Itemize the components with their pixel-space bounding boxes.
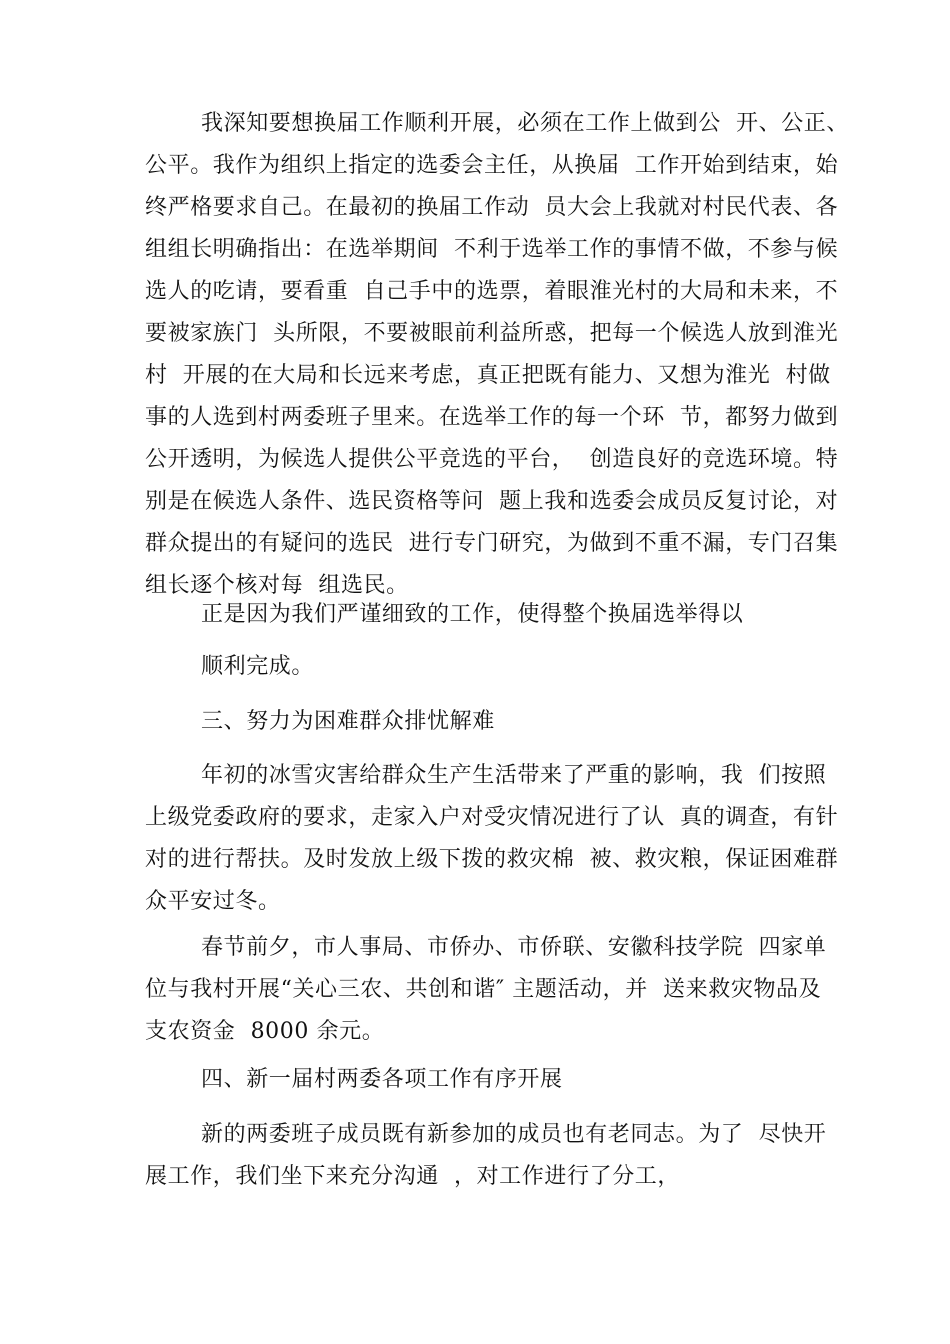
text-line: 春节前夕，市人事局、市侨办、市侨联、安徽科技学院 四家单 bbox=[201, 935, 827, 960]
paragraph-disaster-relief bbox=[145, 755, 838, 923]
text-line: 支农资金 8000 余元。 bbox=[145, 1019, 385, 1044]
heading-text: 四、新一届村两委各项工作有序开展 bbox=[201, 1067, 563, 1092]
text-line: 年初的冰雪灾害给群众生产生活带来了严重的影响，我 们按照 bbox=[201, 763, 827, 788]
text-line: 公开透明，为候选人提供公平竞选的平台， 创造良好的竞选环境。特 bbox=[145, 447, 839, 472]
paragraph-new-committee bbox=[145, 1114, 826, 1198]
text-line: 众平安过冬。 bbox=[145, 889, 281, 914]
text-line: 公平。我作为组织上指定的选委会主任，从换届 工作开始到结束，始 bbox=[145, 153, 839, 178]
text-line: 我深知要想换届工作顺利开展，必须在工作上做到公 开、公正、 bbox=[201, 111, 849, 136]
paragraph-spring-festival bbox=[145, 927, 826, 1053]
text-line: 村 开展的在大局和长远来考虑，真正把既有能力、又想为淮光 村做 bbox=[145, 363, 831, 388]
text-line: 顺利完成。 bbox=[201, 654, 315, 679]
section-heading-four bbox=[145, 1059, 563, 1101]
heading-text: 三、努力为困难群众排忧解难 bbox=[201, 709, 495, 734]
text-line: 展工作，我们坐下来充分沟通 ，对工作进行了分工， bbox=[145, 1164, 680, 1189]
text-line: 上级党委政府的要求，走家入户对受灾情况进行了认 真的调查，有针 bbox=[145, 805, 839, 830]
section-heading-three bbox=[145, 701, 495, 743]
text-line: 选人的吃请，要看重 自己手中的选票，着眼淮光村的大局和未来，不 bbox=[145, 279, 839, 304]
text-line: 群众提出的有疑问的选民 进行专门研究，为做到不重不漏，专门召集 bbox=[145, 531, 839, 556]
text-line: 别是在候选人条件、选民资格等问 题上我和选委会成员反复讨论，对 bbox=[145, 489, 839, 514]
text-line: 事的人选到村两委班子里来。在选举工作的每一个环 节，都努力做到 bbox=[145, 405, 839, 430]
paragraph-completed bbox=[145, 646, 314, 688]
text-line: 正是因为我们严谨细致的工作，使得整个换届选举得以 bbox=[201, 602, 744, 627]
paragraph-election-fairness bbox=[145, 103, 849, 607]
text-line: 要被家族门 头所限，不要被眼前利益所惑，把每一个候选人放到淮光 bbox=[145, 321, 839, 346]
text-line: 组长逐个核对每 组选民。 bbox=[145, 573, 409, 598]
text-line: 对的进行帮扶。及时发放上级下拨的救灾棉 被、救灾粮，保证困难群 bbox=[145, 847, 839, 872]
text-line: 新的两委班子成员既有新参加的成员也有老同志。为了 尽快开 bbox=[201, 1122, 827, 1147]
text-line: 终严格要求自己。在最初的换届工作动 员大会上我就对村民代表、各 bbox=[145, 195, 839, 220]
paragraph-election-success bbox=[145, 594, 743, 636]
text-line: 组组长明确指出：在选举期间 不利于选举工作的事情不做，不参与候 bbox=[145, 237, 839, 262]
text-line: 位与我村开展“关心三农、共创和谐″ 主题活动，并 送来救灾物品及 bbox=[145, 977, 822, 1002]
